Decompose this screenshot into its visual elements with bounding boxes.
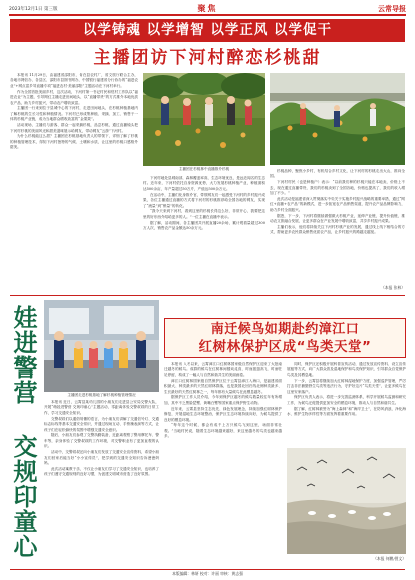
article1-photo2-caption: 主播团走进杉桃基地了解杉桃种植管理情况: [67, 393, 136, 397]
paragraph: 保护区负责人表示，将进一步完善监测体系，科学开展候鸟监测和研究工作，为候鸟迁徙提供更加安全的栖息环境，推动人与自然和谐共生。: [287, 395, 406, 405]
paragraph: 据了解，红树林被誉为“海上森林”和“海岸卫士”，在防风消浪、净化海水、维护生物多样性等方面发挥着重要作用。: [287, 406, 406, 417]
paragraph: 在活动中，主播们化身推介官，带领网友们一起感受下河村的乡村振兴成果，各位主播通过直播的方式将下河村的杉桃推荐给全国各地的网友，实现了“流量”到“销量”的转化。: [143, 192, 265, 208]
article2-headline-line2: 红树林保护区成“鸟类天堂”: [198, 339, 372, 355]
vertical-slogan: [6, 305, 40, 560]
paragraph: 下河村村民（也是种植户）表示：“以前我们种的杉桃只能在本地卖，价格上不去，现在通过直播带货，我们的杉桃卖到了全国各地，价格也提高了，我们的收入增加了不少。”: [270, 180, 405, 196]
page-header: [9, 3, 406, 16]
paragraph: 主播团一行来到位于县城中心的下河村，走进田间地头，在杉桃种植基地内了解杉桃的生长习性和种植情况。下河村已形成集种植、采摘、加工、销售于一体的杉桃产业链，成为当地群众增收致富的“金果果”。: [10, 106, 138, 122]
article2-credit: （本报 何鹏/图文）: [373, 556, 406, 561]
paragraph: 据了解，活动期间，各主播团共开展直播20余场，累计观看量超过300万人次，销售农产品金额达50余万元。: [143, 220, 265, 231]
paragraph: 据保护区工作人员介绍，今年到保护区越冬的候鸟数量较往年有所增加，其中不乏黑脸琵鹭、黄嘴白鹭等国家重点保护野生动物。: [164, 395, 282, 405]
article1-column-3: [270, 169, 405, 284]
paragraph: 杉桃品种，聚焦小乡村，有机结合乡村文化，让下河村的杉桃走出大山，推向全国。: [270, 169, 405, 179]
article1-column-1: [10, 73, 138, 291]
paragraph: 为什么杉桃能这么甜？主播团在杉桃基地负责人的带领下，详细了解了杉桃的种植管理技术，得知下河村独特的气候、土壤和水质，让这里的杉桃口感格外甜美。: [10, 134, 138, 150]
article1-headline: 主播团访下河村醉恋杉桃甜: [93, 48, 322, 68]
paragraph: 交警叔叔们以通俗易懂的语言，为小朋友们讲解了交通信号灯、交通标志标线等基本交通安全常识，并通过现场互动、手势操表演等方式，让孩子们在轻松愉快的氛围中增强交通安全意识。: [44, 416, 159, 432]
newspaper-name: 云常导报: [378, 4, 406, 13]
article2-headline-box: [164, 318, 406, 358]
article2-column-right: [287, 362, 406, 446]
article1-photo-livestream: [143, 73, 265, 166]
article2-column-left: [44, 400, 159, 568]
paragraph: 据悉，下一步，下河村将继续做强做大杉桃产业，延伸产业链，提升价值链，推动农文旅融合发展，让更多群众在产业发展中增收致富，共享乡村振兴成果。: [270, 213, 405, 224]
slogan-banner: 以学铸魂 以学增智 以学正风 以学促干: [10, 19, 405, 42]
article2-photo-birds: [287, 448, 406, 554]
paragraph: 漳江口红树林国家级自然保护区位于云霄县漳江入海口，是福建省面积最大、种类最多的天然红树林群落，也是我国北回归线北侧种类最多、生长最好的天然红树林之一，每年都有大量候鸟在此栖息越冬。: [164, 378, 282, 394]
paragraph: 随后，小朋友们参观了交警执勤装备，近距离观察了警用摩托车、警车等，亲身体验了交警叔叔的工作环境，对交警职业有了更加直观的认识。: [44, 433, 159, 449]
paragraph: 本报讯 入冬以来，云霄漳江口红树林国家级自然保护区迎来了大批南迁越冬的候鸟。成群的候鸟在红树林间嬉戏觅食，时而振翅高飞，时而驻足停留，构成了一幅人与自然和谐共生的美丽画卷。: [164, 362, 282, 377]
paragraph: 本报讯 11月29日，由福建省邵阳市，肯在县农村厂，省文旅厅联合主办，各地市网信办、各县区、邵阳市县图书网办，中国银行福建省分行协办的“福进农业”+网点富乡导直播专项“福进农村·美丽邵阳”主题活动在下河村举行。: [10, 73, 138, 88]
article1-photo-orchard: [270, 73, 405, 165]
article2-photo-kids: [44, 300, 159, 392]
paragraph: “我今天来到下河村，看到这里的杉桃长得这么好，非常开心，我要把这里的好东西介绍给更多的人。”一位主播在直播中表示。: [143, 209, 265, 219]
paragraph: 活动现场，主播们与游客、群众一起采摘杉桃，品尝杉桃，通过直播镜头把下河村杉桃的美丽风光和甜美滋味展示给网友，带动网友“云游”下河村。: [10, 123, 138, 133]
article1-credit: （本报 张林）: [381, 285, 405, 290]
paragraph: 下河村地处县城南部，森林覆盖率高，生态环境优良，是远近闻名的生态村。近年来，下河村依托自身资源优势，大力发展杉桃种植产业，种植面积达500余亩，年产量超过50万斤，产值达500余万元。: [143, 176, 265, 191]
paragraph: 此次活动寓教于乐，不仅让小朋友们学习了交通安全知识，也培养了孩子们遵守交通规则的良好习惯，为创建文明城市营造了良好氛围。: [44, 466, 159, 477]
article1-photo1-caption: 主播团在杉桃林中直播推介杉桃: [178, 167, 230, 171]
issue-date: 2023年12月1日 第三版: [9, 7, 58, 12]
paragraph: 近年来，云霄县坚持生态优先、绿色发展理念，持续加强红树林保护修复，开展湿地生态环境整治，保护区生态环境持续向好，为候鸟提供了良好的栖息环境。: [164, 406, 282, 422]
page-footer: 本版编辑：林妍 校对：许丽 审核：黄志强: [10, 569, 405, 577]
paragraph: 主播们表示，他们将持续关注下河村杉桃产业的发展，通过线上线下相结合的方式，帮助更多农民群众销售优质农产品，让乡村振兴的路越走越宽。: [270, 225, 405, 235]
section-title: 聚焦: [197, 3, 218, 13]
section-divider: [10, 295, 405, 296]
vertical-slogan-text: 娃进警营 交规印童心: [9, 305, 37, 559]
paragraph: 下一步，云霄县将继续加大红树林湿地保护力度，加强巡护管理，严厉打击非法捕猎野生鸟类等违法行为，守护好这片“鸟类天堂”，让更多候鸟在这里安家落户。: [287, 378, 406, 394]
paragraph: 此次活动是福建省深入贯彻落实中央关于实施乡村振兴战略的重要举措，通过“网红+直播+农产品”的新模式，进一步拓宽农产品销售渠道，提升农产品品牌影响力，助力乡村全面振兴。: [270, 197, 405, 212]
paragraph: 同时，保护区还积极开展科普宣传活动，通过发放宣传资料、设立宣传展板等方式，向广大群众普及湿地保护和鸟类保护知识，引导群众自觉保护鸟类及其栖息地。: [287, 362, 406, 377]
paragraph: 本报讯 近日，云霄县某幼儿园的小朋友们走进县公安局交警大队，开展“萌娃进警营 交规印童心”主题活动，零距离体验交警叔叔的日常工作，学习交通安全知识。: [44, 400, 159, 415]
paragraph: 活动中，交警叔叔还向小朋友们发放了交通安全宣传资料，希望小朋友们回家后能当好“小小宣传员”，把学到的交通安全知识告诉爸爸妈妈。: [44, 450, 159, 465]
paragraph: 作为全国首批美丽乡村，这次活动，下河村第一书记村民和驻村工作队以“福进农业”为主题，引导网红主播走进田间地头，以“直播带货”的方式推介本地优质农产品，助力乡村振兴，带动农户增收致富。: [10, 89, 138, 105]
article2-headline-line1: 南迁候鸟如期赴约漳江口: [210, 322, 360, 337]
paragraph: “每年这个时候，都会有成千上万只候鸟飞到这里，场面非常壮观。”当地村民说，随着生态环境越来越好，来这里越冬的鸟类也越来越多。: [164, 423, 282, 439]
article1-column-2: [143, 176, 265, 291]
article2-column-mid: [164, 362, 282, 568]
